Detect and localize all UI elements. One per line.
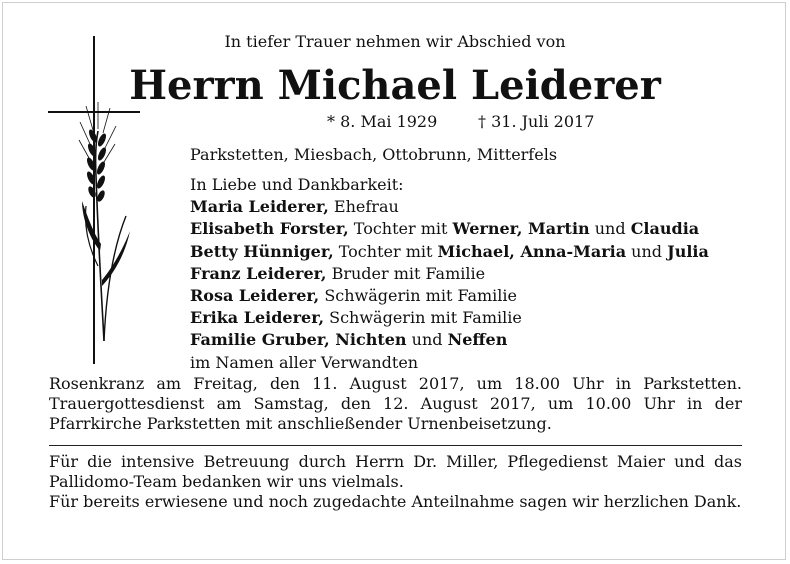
mourner-relation: Schwägerin mit Familie	[324, 308, 522, 328]
mourner-family-name: Claudia	[630, 219, 700, 239]
service-text: Rosenkranz am Freitag, den 11. August 2017, um 18.00 Uhr in Parkstetten. Trauergottesdienst am Samstag, den 12. August 2017, um 10.00 Uhr in der Pfarrkirche Parkstetten mit anschließender Urnenbeisetzung.	[49, 374, 742, 433]
mourner-line	[190, 307, 709, 329]
divider	[49, 445, 742, 446]
mourners-list	[190, 174, 709, 374]
mourner-line	[190, 329, 709, 351]
mourner-name: Erika Leiderer,	[190, 308, 325, 328]
thanks-section	[49, 452, 742, 512]
mourner-name: Rosa Leiderer,	[190, 286, 320, 306]
mourner-connector: und	[589, 219, 631, 239]
mourner-name: Elisabeth Forster,	[190, 219, 349, 239]
mourner-line	[190, 196, 709, 218]
mourner-relation: Tochter mit	[333, 241, 438, 261]
mourner-relation: Ehefrau	[328, 197, 399, 217]
mourner-relation: Schwägerin mit Familie	[319, 286, 517, 306]
thanks-text-1: Für die intensive Betreuung durch Herrn Dr. Miller, Pflegedienst Maier und das Pallidomo-Team bedanken wir uns vielmals.	[49, 452, 742, 491]
mourner-relation: Tochter mit	[348, 219, 453, 239]
mourner-line	[190, 241, 709, 263]
mourner-family-names: Michael, Anna-Maria	[437, 241, 627, 261]
mourner-connector: und	[626, 241, 668, 261]
places-line: Parkstetten, Miesbach, Ottobrunn, Mitterfels	[190, 145, 558, 164]
mourner-connector: und	[406, 330, 448, 350]
mourner-name: Familie Gruber, Nichten	[190, 330, 407, 350]
deceased-name: Herrn Michael Leiderer	[129, 62, 661, 109]
mourner-name: Betty Hünniger,	[190, 241, 334, 261]
mourner-name: Franz Leiderer,	[190, 263, 327, 283]
mourner-line	[190, 285, 709, 307]
death-date: † 31. Juli 2017	[478, 112, 595, 131]
mourner-relation: Bruder mit Familie	[326, 263, 486, 283]
service-info	[49, 374, 742, 434]
mourner-family-name: Neffen	[447, 330, 508, 350]
mourner-name: Maria Leiderer,	[190, 197, 329, 217]
mourner-family-name: Julia	[667, 241, 709, 261]
birth-date: * 8. Mai 1929	[327, 112, 438, 131]
relatives-line: im Namen aller Verwandten	[190, 352, 419, 372]
mourner-family-names: Werner, Martin	[452, 219, 590, 239]
mourner-line	[190, 263, 709, 285]
intro-line: In tiefer Trauer nehmen wir Abschied von	[224, 32, 566, 51]
thanks-text-2: Für bereits erwiesene und noch zugedachte Anteilnahme sagen wir herzlichen Dank.	[49, 492, 742, 511]
mourner-line	[190, 218, 709, 240]
gratitude-heading: In Liebe und Dankbarkeit:	[190, 175, 404, 194]
